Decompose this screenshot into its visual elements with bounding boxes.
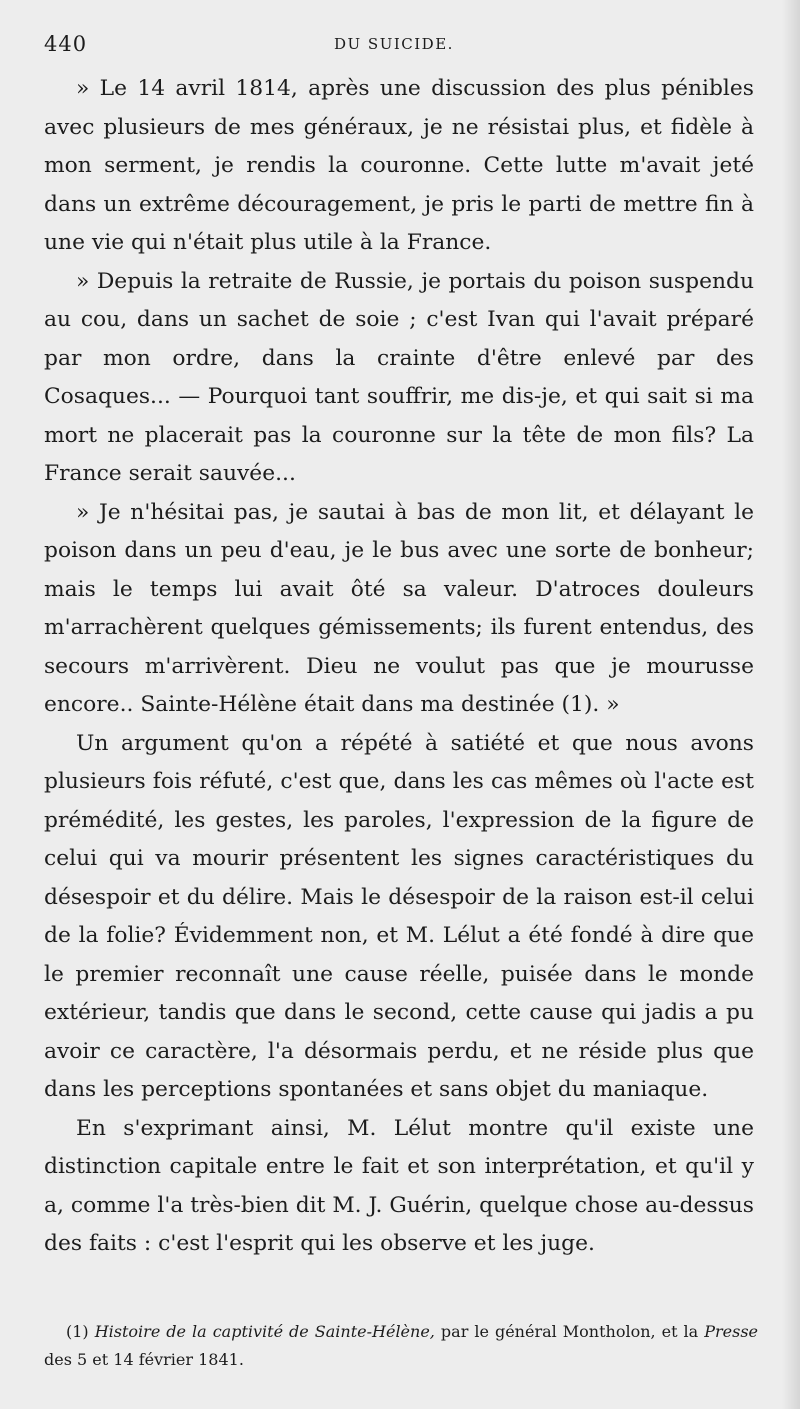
page-number: 440 (44, 32, 88, 56)
footnote-newspaper: Presse (704, 1322, 759, 1341)
footnote-book-title: Histoire de la captivité de Sainte-Hélène, (94, 1322, 435, 1341)
paragraph-poison-sachet: » Depuis la retraite de Russie, je portais du poison suspendu au cou, dans un sachet de soie ; c'est Ivan qui l'avait préparé par mon ordre, dans la crainte d'être enlevé par des Cosaques... — Pourquoi tant souffrir, me dis-je, et qui sait si ma mort ne placerait pas la couronne sur la tête de mon fils? La France serait sauvée... (44, 268, 754, 486)
footnote-author-text: par le général Montholon, et la (440, 1322, 699, 1341)
paragraph-poison-attempt: » Je n'hésitai pas, je sautai à bas de mon lit, et délayant le poison dans un peu d'eau, je le bus avec une sorte de bonheur; mais le temps lui avait ôté sa valeur. D'atroces douleurs m'arrachèrent quelques gémissements; ils furent entendus, des secours m'arrivèrent. Dieu ne voulut pas que je mourusse encore.. Sainte-Hélène était dans ma destinée (1). » (44, 499, 754, 717)
footnote (44, 1318, 758, 1374)
paragraph-napoleon-abdication: » Le 14 avril 1814, après une discussion des plus pénibles avec plusieurs de mes généraux, je ne résistai plus, et fidèle à mon serment, je rendis la couronne. Cette lutte m'avait jeté dans un extrême découragement, je pris le parti de mettre fin à une vie qui n'était plus utile à la France. (44, 76, 754, 255)
body-text (44, 70, 754, 1264)
footnote-dates: des 5 et 14 février 1841. (44, 1350, 244, 1369)
footnote-marker: (1) (66, 1322, 89, 1341)
paragraph-lelut-distinction: En s'exprimant ainsi, M. Lélut montre qu'il existe une distinction capitale entre le fait et son interprétation, et qu'il y a, comme l'a très-bien dit M. J. Guérin, quelque chose au-dessus des faits : c'est l'esprit qui les observe et les juge. (44, 1115, 754, 1256)
page-header (44, 32, 756, 62)
running-head: DU SUICIDE. (334, 35, 454, 53)
paragraph-despair-argument: Un argument qu'on a répété à satiété et que nous avons plusieurs fois réfuté, c'est que, dans les cas mêmes où l'acte est prémédité, les gestes, les paroles, l'expression de la figure de celui qui va mourir présentent les signes caractéristiques du désespoir et du délire. Mais le désespoir de la raison est-il celui de la folie? Évidemment non, et M. Lélut a été fondé à dire que le premier reconnaît une cause réelle, puisée dans le monde extérieur, tandis que dans le second, cette cause qui jadis a pu avoir ce caractère, l'a désormais perdu, et ne réside plus que dans les perceptions spontanées et sans objet du maniaque. (44, 730, 754, 1102)
